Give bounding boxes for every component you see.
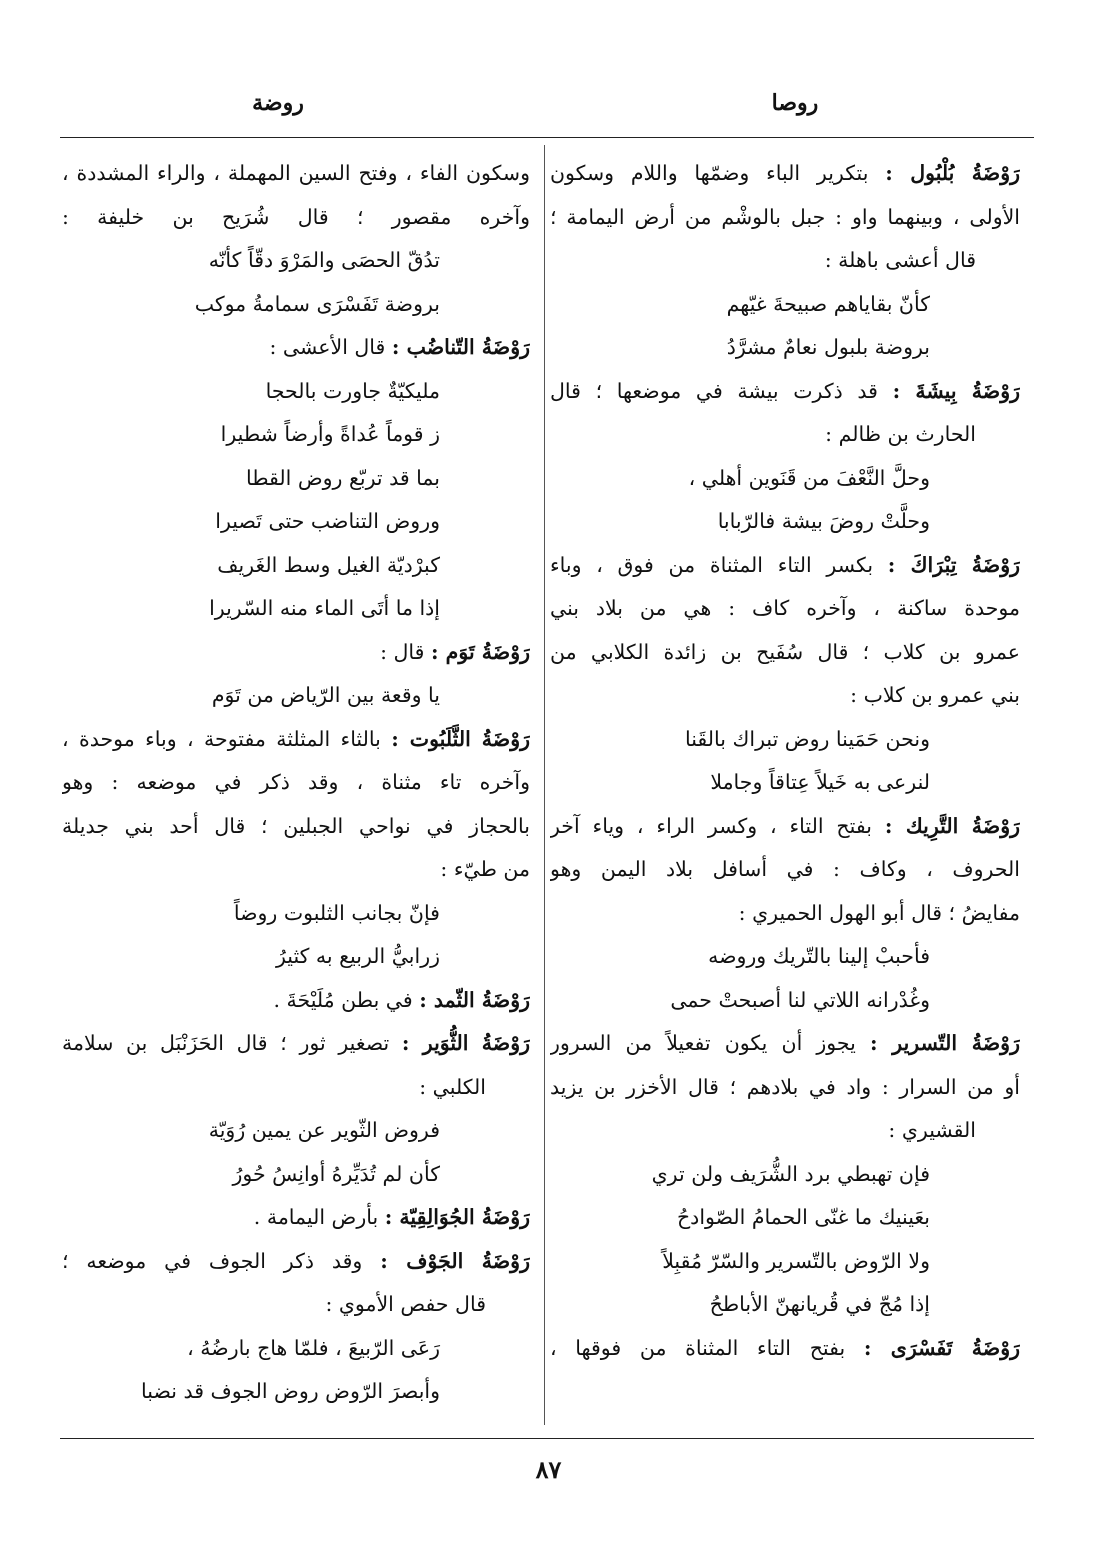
verse-line: وحلَّ النَّعْفَ من قَنَوين أهلي ، <box>688 465 930 490</box>
entry-headword: رَوْضَةُ الجَوْف : <box>380 1248 530 1273</box>
entry-headword: رَوْضَةُ تَفَسْرَى : <box>863 1335 1020 1360</box>
header-rule <box>60 137 1034 138</box>
verse-line: إذا مُجّ في قُريانهنّ الأباطحُ <box>709 1292 930 1316</box>
left-column <box>62 152 530 1414</box>
text-line: من طيّء : <box>440 857 530 881</box>
entry-line <box>550 544 1020 588</box>
entry-text: قد ذكرت بيشة في موضعها ؛ قال <box>550 378 893 403</box>
text-line: وسكون الفاء ، وفتح السين المهملة ، والراء المشددة ، <box>62 161 530 185</box>
text-line: عمرو بن كلاب ؛ قال سُفَيح بن زائدة الكلابي من <box>550 639 1020 664</box>
text-line: القشيري : <box>888 1118 976 1142</box>
entry-line <box>62 1022 530 1066</box>
running-header-right: روصا <box>771 90 819 116</box>
entry-text: قال : <box>380 639 431 664</box>
entry-line <box>550 152 1020 196</box>
entry-line <box>62 718 530 762</box>
text-line: قال حفص الأموي : <box>325 1292 486 1316</box>
entry-headword: رَوْضَةُ الثّمد : <box>419 987 530 1012</box>
text-line: الكلبي : <box>419 1074 486 1099</box>
entry-headword: رَوْضَةُ الثَّلَبُوت : <box>391 726 530 751</box>
verse-line: وحلَّتْ روضَ بيشة فالرّبابا <box>717 509 930 533</box>
entry-text: بأرض اليمامة . <box>253 1205 385 1229</box>
verse-line: ز قوماً عُداةً وأرضاً شطيرا <box>220 422 440 446</box>
entry-text: بالثاء المثلثة مفتوحة ، وباء موحدة ، <box>62 726 392 751</box>
verse-line: إذا ما أتَى الماء منه السّريرا <box>209 596 440 620</box>
text-line: قال أعشى باهلة : <box>824 248 976 272</box>
entry-line <box>62 979 530 1023</box>
entry-headword: رَوْضَةُ تَوَم : <box>430 639 530 664</box>
text-line: موحدة ساكنة ، وآخره كاف : هي من بلاد بني <box>550 596 1020 620</box>
entry-headword: رَوْضَةُ الثُّوَير : <box>401 1031 530 1055</box>
entry-text: بكسر التاء المثناة من فوق ، وباء <box>550 552 888 577</box>
text-line: الحروف ، وكاف : في أسافل بلاد اليمن وهو <box>550 857 1020 881</box>
entry-headword: رَوْضَةُ بُلْبُول : <box>885 161 1020 185</box>
text-line: وآخره مقصور ؛ قال شُرَيح بن خليفة : <box>62 204 530 229</box>
verse-line: فإنّ بجانب الثلبوت روضاً <box>233 900 440 925</box>
verse-line: كأنّ بقاياهم صبيحةَ غيّهم <box>726 291 930 316</box>
text-line: أو من السرار : واد في بلادهم ؛ قال الأخزر بن يزيد <box>550 1074 1020 1099</box>
verse-line: فأحببْ إلينا بالتّريك وروضه <box>708 944 930 968</box>
entry-line <box>550 1327 1020 1371</box>
verse-line: بما قد تربّع روض القطا <box>245 465 440 490</box>
entry-headword: رَوْضَةُ الجُوَالِقِيّة : <box>384 1205 530 1229</box>
verse-line: فروض الثّوير عن يمين رُوَيّة <box>208 1118 440 1142</box>
entry-text: بتكرير الباء وضمّها واللام وسكون <box>550 161 886 185</box>
text-line: بني عمرو بن كلاب : <box>850 683 1020 707</box>
entry-line <box>550 1022 1020 1066</box>
verse-line: بعَينيك ما غنّى الحمامُ الصّوادحُ <box>676 1205 930 1229</box>
entry-text: تصغير ثور ؛ قال الحَزَنْبَل بن سلامة <box>62 1031 402 1055</box>
verse-line: زرابيُّ الربيع به كثيرُ <box>275 944 440 968</box>
verse-line: وروض التناضب حتى تَصيرا <box>215 509 440 533</box>
verse-line: ونحن حَمَينا روض تبراك بالقَنا <box>684 726 930 751</box>
verse-line: بروضة تَفَسْرَى سمامةُ موكب <box>194 291 440 316</box>
verse-line: يا وقعة بين الرّياض من تَوَم <box>211 683 440 707</box>
verse-line: ولا الرّوض بالتّسرير والسّرّ مُقبِلاً <box>662 1248 930 1273</box>
entry-text: قال الأعشى : <box>269 335 392 359</box>
entry-headword: رَوْضَةُ التّناضُب : <box>391 335 530 359</box>
entry-headword: رَوْضَةُ التّسرير : <box>869 1031 1020 1055</box>
verse-line: بروضة بلبول نعامٌ مشرَّدُ <box>726 335 930 359</box>
entry-text: في بطن مُلَيْحَةَ . <box>273 987 420 1012</box>
column-divider <box>544 145 545 1425</box>
text-line: الأولى ، وبينهما واو : جبل بالوشْم من أرض اليمامة ؛ <box>550 204 1020 229</box>
verse-line: وغُدْرانه اللاتي لنا أصبحتْ حمى <box>670 987 930 1012</box>
entry-headword: رَوْضَةُ تِبْرَاكَ : <box>887 552 1020 577</box>
right-column <box>550 152 1020 1370</box>
text-line: مفايضُ ؛ قال أبو الهول الحميري : <box>738 900 1020 925</box>
entry-headword: رَوْضَةُ التَّرِيك : <box>884 813 1020 838</box>
verse-line: فإن تهبطي برد الشُّرَيف ولن تري <box>651 1161 930 1186</box>
entry-line <box>62 631 530 675</box>
verse-line: رَعَى الرّبيعَ ، فلمّا هاج بارضُهُ ، <box>187 1335 440 1360</box>
verse-line: مليكيّةٌ جاورت بالحجا <box>265 378 440 403</box>
verse-line: وأبصرَ الرّوض روض الجوف قد نضبا <box>141 1379 440 1403</box>
running-header-left: روضة <box>252 90 304 116</box>
entry-text: يجوز أن يكون تفعيلاً من السرور <box>550 1031 870 1055</box>
text-line: الحارث بن ظالم : <box>825 422 976 446</box>
entry-text: بفتح التاء ، وكسر الراء ، وياء آخر <box>550 813 885 838</box>
verse-line: لنرعى به خَيلاً عِتاقاً وجاملا <box>710 770 930 794</box>
text-line: بالحجاز في نواحي الجبلين ؛ قال أحد بني جديلة <box>62 813 530 838</box>
entry-headword: رَوْضَةُ بِيشَةَ : <box>892 378 1020 403</box>
entry-line <box>62 326 530 370</box>
entry-line <box>550 805 1020 849</box>
verse-line: كبرْديّة الغيل وسط الغَريف <box>217 552 440 577</box>
entry-text: بفتح التاء المثناة من فوقها ، <box>550 1335 864 1360</box>
text-line: وآخره تاء مثناة ، وقد ذكر في موضعه : وهو <box>62 770 530 794</box>
entry-line <box>62 1196 530 1240</box>
verse-line: كأن لم تُدَيِّرهُ أوانِسُ حُورُ <box>232 1161 440 1186</box>
entry-line <box>550 370 1020 414</box>
page-number: ٨٧ <box>535 1455 562 1484</box>
entry-line <box>62 1240 530 1284</box>
entry-text: وقد ذكر الجوف في موضعه ؛ <box>62 1248 381 1273</box>
verse-line: تدُقّ الحصَى والمَرْوَ دقّاً كأنّه <box>208 248 440 272</box>
footer-rule <box>60 1438 1034 1439</box>
